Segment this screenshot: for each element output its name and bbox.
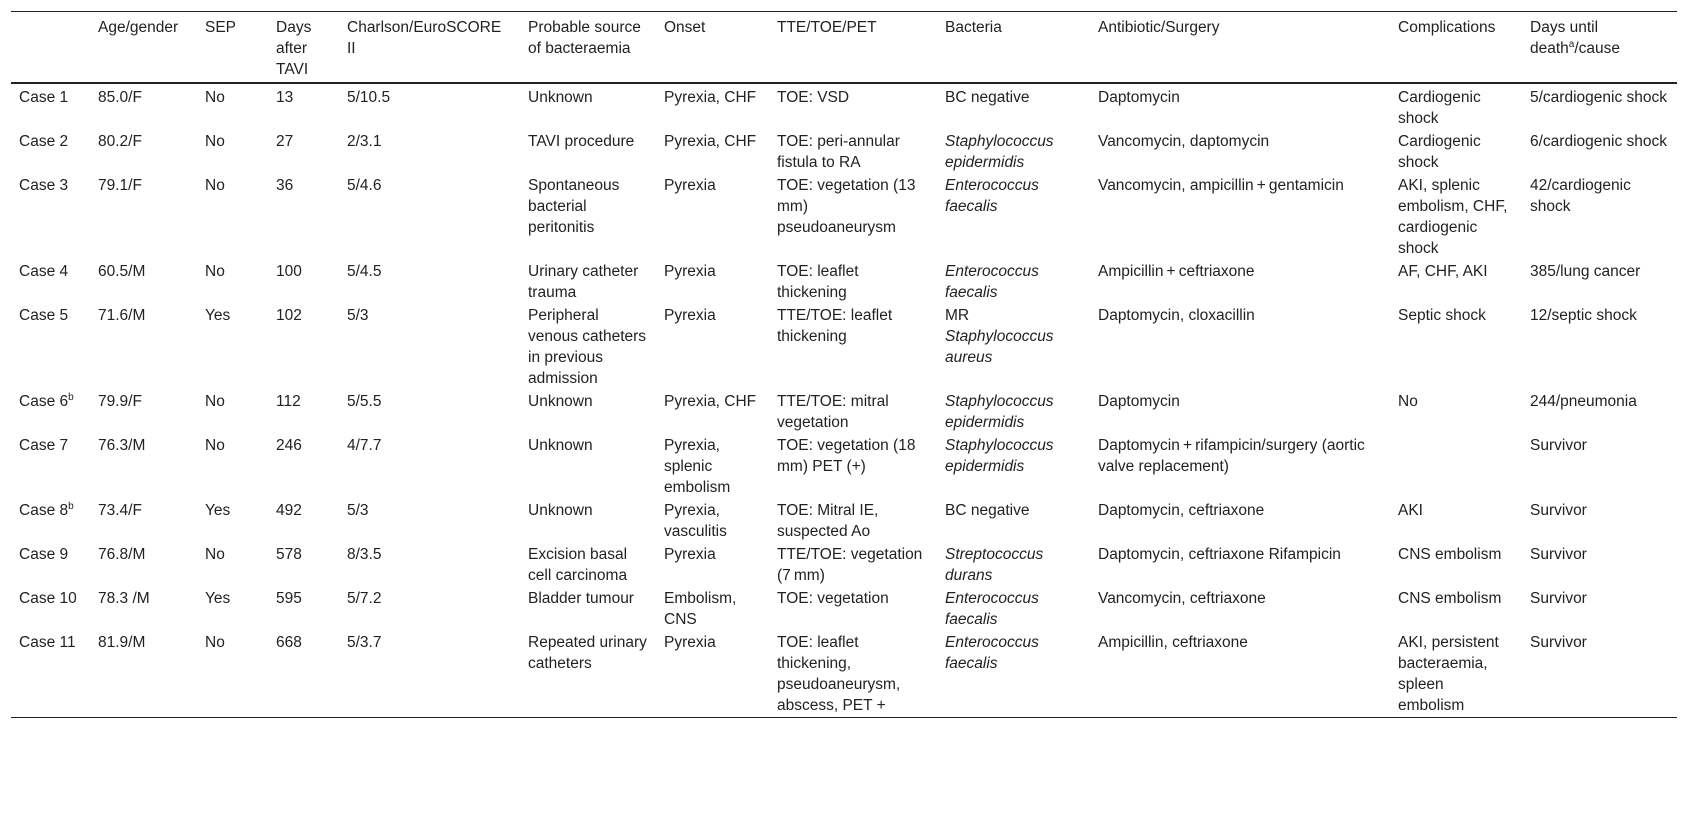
cell-bacteria [937,390,1090,434]
cell-complications: AKI [1398,502,1423,519]
cell-sep: No [205,263,225,280]
table-row [11,499,1677,543]
cell-case [11,499,90,543]
cell-onset: Pyrexia, splenic embolism [664,437,731,496]
cell-age-gender: 85.0/F [98,89,142,106]
cell-days-after-tavi: 27 [276,133,294,150]
cell-probable-source: Excision basal cell carcinoma [528,546,628,584]
cell-case [11,260,90,304]
cell-antibiotic-surgery: Daptomycin, ceftriaxone [1098,502,1265,519]
case-label: Case 5 [19,307,69,324]
cell-sep: No [205,634,225,651]
header-row [11,12,1677,84]
cell-antibiotic-surgery: Daptomycin, ceftriaxone Rifampicin [1098,546,1341,563]
cell-days-until-death: 42/cardiogenic shock [1530,177,1631,215]
cell-onset: Pyrexia, vasculitis [664,502,727,540]
cell-days-after-tavi: 13 [276,89,294,106]
cell-onset: Pyrexia [664,263,716,280]
header-days-until-death [1522,12,1677,84]
cell-days-after-tavi: 246 [276,437,302,454]
cell-antibiotic-surgery: Vancomycin, daptomycin [1098,133,1270,150]
cell-days-until-death: 6/cardiogenic shock [1530,133,1667,150]
cell-sep: No [205,393,225,410]
cell-probable-source: Peripheral venous catheters in previous admission [528,307,647,387]
cell-days-after-tavi: 595 [276,590,302,607]
cell-charlson-euroscore: 4/7.7 [347,437,382,454]
cell-days-until-death: Survivor [1530,590,1587,607]
cell-bacteria [937,260,1090,304]
footnote-b-marker: b [68,500,74,512]
cell-case [11,587,90,631]
cell-complications: CNS embolism [1398,546,1502,563]
cell-age-gender: 76.8/M [98,546,146,563]
footnote-a-marker: a [1568,38,1575,50]
bacteria-name: Enterococcus faecalis [945,590,1039,628]
cell-complications: AF, CHF, AKI [1398,263,1488,280]
table-row [11,543,1677,587]
case-label: Case 8 [19,502,69,519]
cell-days-until-death: 385/lung cancer [1530,263,1641,280]
cell-case [11,130,90,174]
cell-bacteria [937,174,1090,260]
cell-onset: Pyrexia, CHF [664,89,757,106]
cell-days-until-death: Survivor [1530,546,1587,563]
cell-antibiotic-surgery: Daptomycin + rifampicin/surgery (aortic valve replacement) [1098,437,1365,475]
cell-sep: No [205,177,225,194]
cell-sep: No [205,89,225,106]
cell-sep: Yes [205,590,231,607]
header-onset: Onset [664,19,706,36]
cell-antibiotic-surgery: Ampicillin, ceftriaxone [1098,634,1248,651]
bacteria-name: Enterococcus faecalis [945,177,1039,215]
cell-age-gender: 79.9/F [98,393,142,410]
cell-tte-toe-pet: TTE/TOE: leaflet thickening [777,307,893,345]
cell-antibiotic-surgery: Ampicillin + ceftriaxone [1098,263,1255,280]
cell-complications: CNS embolism [1398,590,1502,607]
cell-antibiotic-surgery: Vancomycin, ampicillin + gentamicin [1098,177,1344,194]
case-label: Case 9 [19,546,69,563]
case-label: Case 6 [19,393,69,410]
cell-bacteria [937,543,1090,587]
cell-charlson-euroscore: 5/3 [347,502,369,519]
cell-days-after-tavi: 100 [276,263,302,280]
cell-days-until-death: 5/cardiogenic shock [1530,89,1667,106]
bacteria-name: Staphylococcus epidermidis [945,393,1054,431]
cell-probable-source: Bladder tumour [528,590,634,607]
table-row [11,304,1677,390]
cell-bacteria [937,499,1090,543]
cell-charlson-euroscore: 5/7.2 [347,590,382,607]
cell-complications: AKI, splenic embolism, CHF, cardiogenic shock [1398,177,1508,257]
bacteria-name: Enterococcus faecalis [945,263,1039,301]
cell-onset: Embolism, CNS [664,590,737,628]
cell-bacteria [937,304,1090,390]
cell-days-after-tavi: 668 [276,634,302,651]
cell-tte-toe-pet: TOE: Mitral IE, suspected Ao [777,502,879,540]
cell-onset: Pyrexia, CHF [664,393,757,410]
cell-charlson-euroscore: 5/3 [347,307,369,324]
cell-complications: Cardiogenic shock [1398,133,1481,171]
cell-complications: Cardiogenic shock [1398,89,1481,127]
cell-probable-source: Unknown [528,502,593,519]
footnote-b-marker: b [68,391,74,403]
case-label: Case 1 [19,89,69,106]
case-label: Case 7 [19,437,69,454]
cell-complications [1390,434,1522,499]
bacteria-prefix: MR [945,307,970,324]
header-age-gender: Age/gender [98,19,179,36]
cell-bacteria [937,130,1090,174]
cell-probable-source: Urinary catheter trauma [528,263,639,301]
bacteria-name: Staphylococcus aureus [945,328,1054,366]
bacteria-name: Enterococcus faecalis [945,634,1039,672]
header-complications: Complications [1398,19,1496,36]
cell-probable-source: Repeated urinary catheters [528,634,647,672]
cell-days-until-death: 12/septic shock [1530,307,1637,324]
table-row [11,130,1677,174]
cell-days-until-death: Survivor [1530,634,1587,651]
header-days-after-tavi: Days after TAVI [276,19,312,78]
cell-case [11,543,90,587]
cell-days-until-death: Survivor [1530,502,1587,519]
cell-charlson-euroscore: 5/3.7 [347,634,382,651]
cell-probable-source: Unknown [528,437,593,454]
cell-days-after-tavi: 492 [276,502,302,519]
cell-case [11,304,90,390]
cell-case [11,390,90,434]
cell-onset: Pyrexia [664,546,716,563]
cell-tte-toe-pet: TOE: vegetation [777,590,889,607]
cell-bacteria [937,587,1090,631]
cell-sep: No [205,437,225,454]
header-sep: SEP [205,19,237,36]
bacteria-name: Streptococcus durans [945,546,1044,584]
cell-age-gender: 81.9/M [98,634,146,651]
cell-sep: No [205,133,225,150]
cell-age-gender: 76.3/M [98,437,146,454]
case-label: Case 11 [19,634,76,651]
cell-bacteria [937,434,1090,499]
cell-charlson-euroscore: 5/4.5 [347,263,382,280]
cell-age-gender: 73.4/F [98,502,142,519]
cell-antibiotic-surgery: Daptomycin [1098,393,1180,410]
cell-sep: Yes [205,307,231,324]
case-table [11,11,1677,718]
cell-tte-toe-pet: TTE/TOE: vegetation (7 mm) [777,546,923,584]
cell-days-after-tavi: 112 [276,393,301,410]
cell-tte-toe-pet: TOE: peri-annular fistula to RA [777,133,900,171]
case-label: Case 10 [19,590,77,607]
header-tte-toe-pet: TTE/TOE/PET [777,19,877,36]
bacteria-name: BC negative [945,502,1030,519]
cell-onset: Pyrexia [664,634,716,651]
cell-probable-source: TAVI procedure [528,133,635,150]
cell-days-after-tavi: 578 [276,546,302,563]
header-bacteria: Bacteria [945,19,1002,36]
cell-tte-toe-pet: TOE: leaflet thickening, pseudoaneurysm, abscess, PET + [777,634,901,714]
header-antibiotic-surgery: Antibiotic/Surgery [1098,19,1220,36]
case-label: Case 3 [19,177,69,194]
case-label: Case 2 [19,133,69,150]
cell-bacteria [937,631,1090,718]
cell-probable-source: Unknown [528,393,593,410]
cell-probable-source: Unknown [528,89,593,106]
table-row [11,390,1677,434]
header-charlson-euroscore: Charlson/EuroSCORE II [347,19,502,57]
cell-charlson-euroscore: 2/3.1 [347,133,382,150]
cell-days-until-death: Survivor [1530,437,1587,454]
cell-complications: No [1398,393,1418,410]
cell-case [11,83,90,130]
cell-antibiotic-surgery: Daptomycin, cloxacillin [1098,307,1255,324]
bacteria-name: BC negative [945,89,1030,106]
cell-case [11,631,90,718]
cell-tte-toe-pet: TOE: vegetation (13 mm) pseudoaneurysm [777,177,919,236]
cell-case [11,434,90,499]
cell-complications: Septic shock [1398,307,1486,324]
bacteria-name: Staphylococcus epidermidis [945,437,1054,475]
header-days-until-death-text: Days until death [1530,19,1599,57]
cell-age-gender: 78.3 /M [98,590,150,607]
cell-tte-toe-pet: TTE/TOE: mitral vegetation [777,393,889,431]
cell-charlson-euroscore: 5/10.5 [347,89,391,106]
cell-sep: Yes [205,502,231,519]
cell-onset: Pyrexia [664,307,716,324]
header-cause-text: /cause [1574,40,1621,57]
cell-tte-toe-pet: TOE: VSD [777,89,850,106]
header-probable-source: Probable source of bacteraemia [528,19,641,57]
table-container [11,11,1677,718]
cell-days-until-death: 244/pneumonia [1530,393,1637,410]
cell-antibiotic-surgery: Daptomycin [1098,89,1180,106]
table-row [11,83,1677,130]
cell-tte-toe-pet: TOE: leaflet thickening [777,263,859,301]
cell-age-gender: 80.2/F [98,133,142,150]
bacteria-name: Staphylococcus epidermidis [945,133,1054,171]
table-row [11,631,1677,718]
cell-charlson-euroscore: 5/5.5 [347,393,382,410]
table-row [11,174,1677,260]
table-row [11,587,1677,631]
cell-probable-source: Spontaneous bacterial peritonitis [528,177,620,236]
cell-charlson-euroscore: 8/3.5 [347,546,382,563]
cell-case [11,174,90,260]
cell-complications: AKI, persistent bacteraemia, spleen embolism [1398,634,1499,714]
header-case [11,12,90,84]
cell-age-gender: 79.1/F [98,177,142,194]
cell-onset: Pyrexia, CHF [664,133,757,150]
cell-charlson-euroscore: 5/4.6 [347,177,382,194]
cell-antibiotic-surgery: Vancomycin, ceftriaxone [1098,590,1266,607]
case-label: Case 4 [19,263,69,280]
cell-days-after-tavi: 102 [276,307,302,324]
table-body [11,83,1677,718]
table-row [11,434,1677,499]
table-row [11,260,1677,304]
cell-bacteria [937,83,1090,130]
cell-age-gender: 60.5/M [98,263,146,280]
cell-onset: Pyrexia [664,177,716,194]
cell-sep: No [205,546,225,563]
cell-tte-toe-pet: TOE: vegetation (18 mm) PET (+) [777,437,919,475]
cell-age-gender: 71.6/M [98,307,146,324]
cell-days-after-tavi: 36 [276,177,294,194]
